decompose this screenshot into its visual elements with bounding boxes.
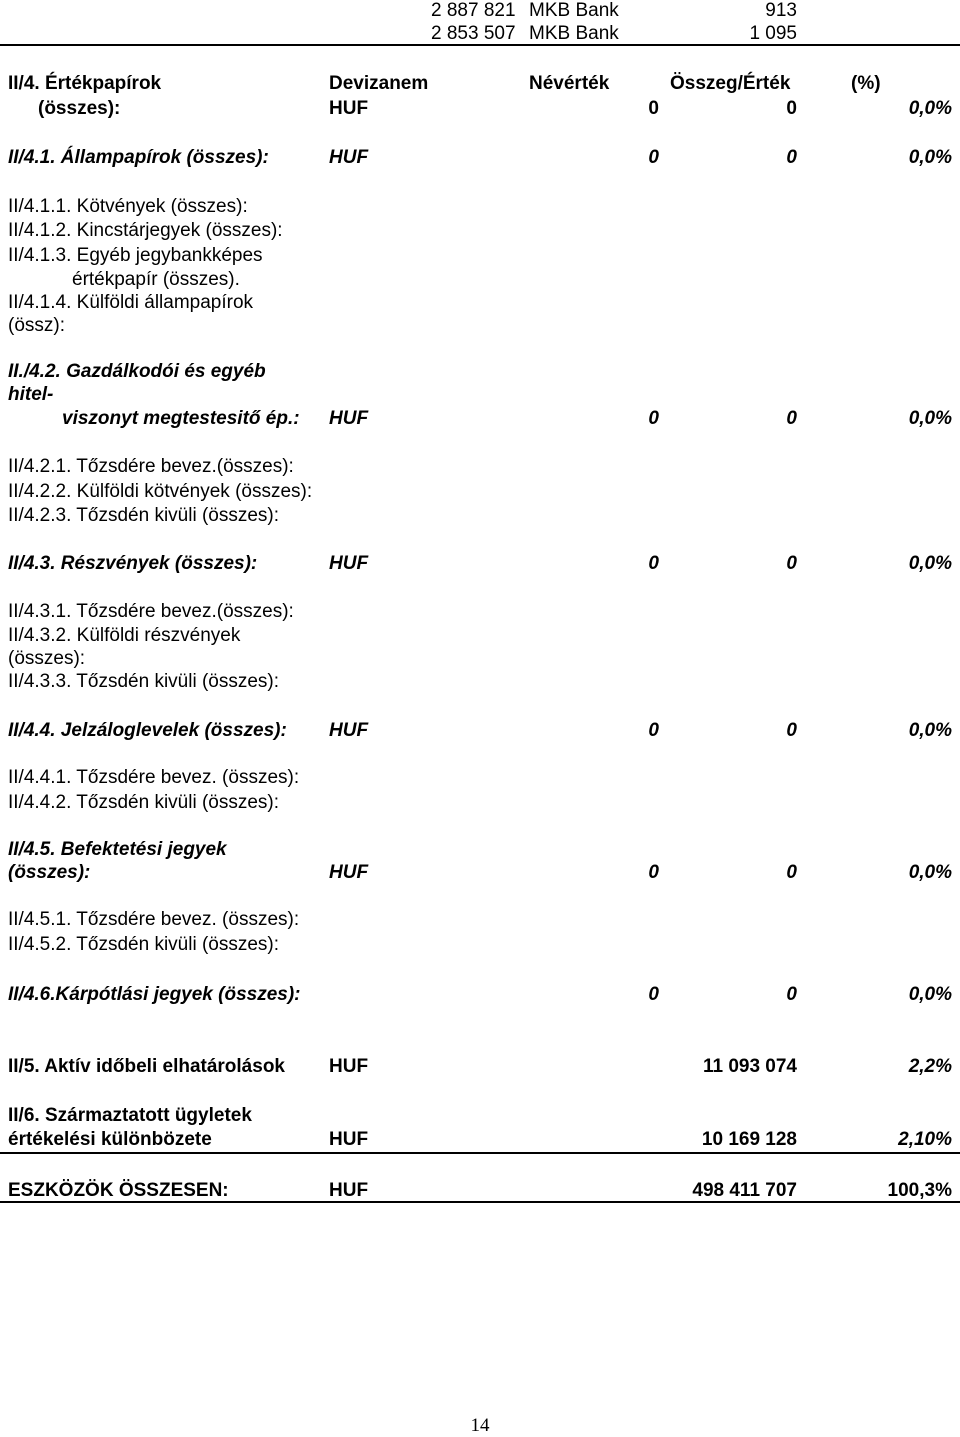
sub-item: II/4.5.2. Tőzsdén kivüli (összes): <box>8 934 280 955</box>
row-label: viszonyt megtestesitő ép.: <box>62 408 300 429</box>
percent-value: 0,0% <box>908 98 952 119</box>
bottom-divider <box>0 1201 960 1203</box>
nominal-value: 0 <box>648 984 659 1005</box>
percent-value: 0,0% <box>908 553 952 574</box>
currency-value: HUF <box>329 408 369 429</box>
percent-value: 0,0% <box>908 720 952 741</box>
nominal-value: 0 <box>648 408 659 429</box>
sub-item: II/4.1.3. Egyéb jegybankképes <box>8 245 263 266</box>
column-header-currency: Devizanem <box>329 73 429 94</box>
amount-value: 0 <box>786 862 797 883</box>
row-label: (összes): <box>8 862 91 883</box>
sub-item: II/4.4.2. Tőzsdén kivüli (összes): <box>8 792 280 813</box>
amount-value: 0 <box>786 984 797 1005</box>
amount-value: 0 <box>786 147 797 168</box>
top-row-number: 2 887 821 <box>431 0 516 21</box>
currency-value: HUF <box>329 862 369 883</box>
row-label: II/6. Származtatott ügyletek <box>8 1105 252 1126</box>
currency-value: HUF <box>329 98 369 119</box>
sub-item: II/4.5.1. Tőzsdére bevez. (összes): <box>8 909 300 930</box>
row-label: értékelési különbözete <box>8 1129 212 1150</box>
sub-item: II/4.1.2. Kincstárjegyek (összes): <box>8 220 283 241</box>
sub-item: II/4.2.1. Tőzsdére bevez.(összes): <box>8 456 294 477</box>
total-label: ESZKÖZÖK ÖSSZESEN: <box>8 1180 229 1201</box>
amount-value: 0 <box>786 553 797 574</box>
amount-value: 10 169 128 <box>701 1129 797 1150</box>
sub-item: II/4.2.3. Tőzsdén kivüli (összes): <box>8 505 280 526</box>
sub-item: (össz): <box>8 315 65 336</box>
nominal-value: 0 <box>648 553 659 574</box>
percent-value: 0,0% <box>908 408 952 429</box>
percent-value: 0,0% <box>908 147 952 168</box>
percent-value: 2,2% <box>908 1056 952 1077</box>
amount-value: 0 <box>786 408 797 429</box>
currency-value: HUF <box>329 1129 369 1150</box>
sub-item: II/4.2.2. Külföldi kötvények (összes): <box>8 481 313 502</box>
section-title-cont: (összes): <box>38 98 121 119</box>
top-row-value: 1 095 <box>749 23 797 44</box>
row-label: II/5. Aktív időbeli elhatárolások <box>8 1056 285 1077</box>
row-label: II/4.4. Jelzáloglevelek (összes): <box>8 720 287 741</box>
column-header-nominal: Névérték <box>529 73 610 94</box>
sub-item: II/4.4.1. Tőzsdére bevez. (összes): <box>8 767 300 788</box>
top-row-bank: MKB Bank <box>529 23 619 44</box>
amount-value: 0 <box>786 720 797 741</box>
sub-item: értékpapír (összes). <box>72 269 240 290</box>
total-divider <box>0 1152 960 1154</box>
top-row-value: 913 <box>765 0 797 21</box>
sub-item: II/4.1.1. Kötvények (összes): <box>8 196 248 217</box>
row-label: II/4.5. Befektetési jegyek <box>8 839 227 860</box>
currency-value: HUF <box>329 720 369 741</box>
nominal-value: 0 <box>648 862 659 883</box>
column-header-amount: Összeg/Érték <box>670 73 791 94</box>
nominal-value: 0 <box>648 98 659 119</box>
currency-value: HUF <box>329 1056 369 1077</box>
total-percent: 100,3% <box>887 1180 952 1201</box>
sub-item: II/4.1.4. Külföldi állampapírok <box>8 292 254 313</box>
row-label: II/4.6.Kárpótlási jegyek (összes): <box>8 984 301 1005</box>
nominal-value: 0 <box>648 147 659 168</box>
row-label: II/4.1. Állampapírok (összes): <box>8 147 269 168</box>
sub-item: (összes): <box>8 648 86 669</box>
page-number: 14 <box>470 1415 490 1436</box>
nominal-value: 0 <box>648 720 659 741</box>
column-header-percent: (%) <box>851 73 881 94</box>
percent-value: 0,0% <box>908 862 952 883</box>
currency-value: HUF <box>329 1180 369 1201</box>
amount-value: 0 <box>786 98 797 119</box>
section-title: II/4. Értékpapírok <box>8 73 162 94</box>
top-row-number: 2 853 507 <box>431 23 516 44</box>
top-row-bank: MKB Bank <box>529 0 619 21</box>
row-label: II/4.3. Részvények (összes): <box>8 553 258 574</box>
sub-item: II/4.3.2. Külföldi részvények <box>8 625 241 646</box>
top-divider <box>0 44 960 46</box>
total-amount: 498 411 707 <box>692 1180 797 1201</box>
sub-item: II/4.3.1. Tőzsdére bevez.(összes): <box>8 601 294 622</box>
currency-value: HUF <box>329 553 369 574</box>
amount-value: 11 093 074 <box>702 1056 797 1077</box>
currency-value: HUF <box>329 147 369 168</box>
percent-value: 2,10% <box>898 1129 952 1150</box>
row-label: hitel- <box>8 384 54 405</box>
sub-item: II/4.3.3. Tőzsdén kivüli (összes): <box>8 671 280 692</box>
percent-value: 0,0% <box>908 984 952 1005</box>
row-label: II./4.2. Gazdálkodói és egyéb <box>8 361 266 382</box>
